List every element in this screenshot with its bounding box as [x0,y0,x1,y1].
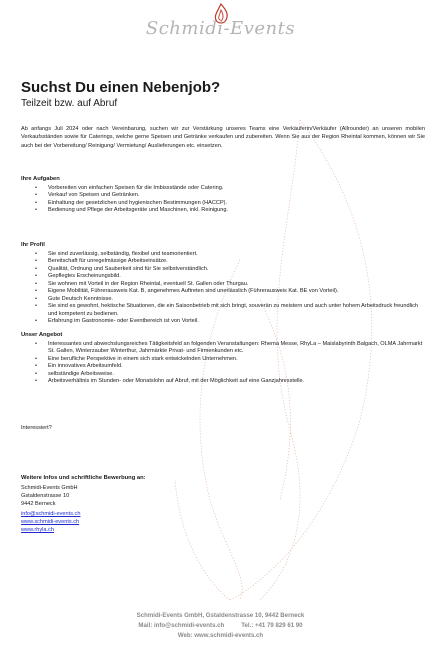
list-item: • Einhaltung der gesetzlichen und hygienischen Bestimmungen (HACCP). [21,200,425,207]
logo-text: Schmidi-Events [145,18,296,39]
duties-list [21,185,425,215]
page-title: Suchst Du einen Nebenjob? [21,79,221,96]
list-item: • Gute Deutsch Kenntnisse. [21,296,425,303]
website-link[interactable]: www.schmidi-events.ch [21,518,80,525]
list-item: • Vorbereiten von einfachen Speisen für die Imbissstände oder Catering. [21,185,425,192]
duties-heading: Ihre Aufgaben [21,176,60,182]
profile-heading: Ihr Profil [21,242,45,248]
offer-heading: Unser Angebot [21,332,63,338]
contact-heading: Weitere Infos und schriftliche Bewerbung an: [21,475,146,481]
list-item: • Bedienung und Pflege der Arbeitsgeräte und Maschinen, inkl. Reinigung. [21,207,425,214]
city-address: 9442 Berneck [21,501,56,508]
page-footer [0,611,441,642]
offer-list [21,341,425,386]
list-item: • Erfahrung im Gastronomie- oder Eventbereich ist von Vorteil. [21,318,425,325]
list-item: • Verkauf von Speisen und Getränken. [21,192,425,199]
company-logo [0,0,441,52]
question-text: Interessiert? [21,425,52,431]
list-item: • Sie wohnen mit Vorteil in der Region Rheintal, eventuell St. Gallen oder Thurgau. [21,281,425,288]
company-name: Schmidi-Events GmbH [21,485,78,491]
intro-paragraph: Ab anfangs Juli 2024 oder nach Vereinbarung, suchen wir zur Verstärkung unseres Teams eine Verkäuferin/Verkäufer (Allrounder) an unseren mobilen Verkaufsständen sowie für Caterings, welche gerne Speisen und Getränke verkaufen und zubereiten. Wenn Sie aus der Region Rheintal kommen, können wir Sie auch bei der Vorbereitung/ Reinigung/ Vermietung/ Auslieferungen etc. einsetzen. [21,126,425,149]
list-item: • Arbeitsverhältnis im Stunden- oder Monatslohn auf Abruf, mit der Möglichkeit auf eine Ganzjahresstelle. [21,378,425,385]
list-item: • Eine berufliche Perspektive in einem sich stark entwickelnden Unternehmen. [21,356,425,363]
list-item: • Bereitschaft für unregelmässige Arbeitseinsätze. [21,258,425,265]
contact-block [21,484,80,534]
footer-address: Schmidi-Events GmbH, Gstaldenstrasse 10, 9442 Berneck [136,612,305,619]
profile-list [21,251,425,326]
list-item: • Interessantes und abwechslungsreiches Tätigkeitsfeld an folgenden Veranstaltungen: Rhema Messe, RhyLa – Maislabyrinth Balgach, OLMA Jahrmarkt St. Gallen, Winterzauber Winterthur, Jahrmärkte Privat- und Firmenkunden etc. [21,341,425,356]
list-item: • Sie sind es gewohnt, hektische Situationen, die ein Saisonbetrieb mit sich bringt, souverän zu meistern und auch unter hohem Arbeitsdruck freundlich und kompetent zu bedienen. [21,303,425,318]
list-item: • Qualität, Ordnung und Sauberkeit sind für Sie selbstverständlich. [21,266,425,273]
list-item: • Gepflegtes Erscheinungsbild. [21,273,425,280]
page-subtitle: Teilzeit bzw. auf Abruf [21,98,118,109]
street-address: Gstaldenstrasse 10 [21,493,70,500]
list-item: • Sie sind zuverlässig, selbständig, flexibel und teamorientiert. [21,251,425,258]
list-item: • Ein innovatives Arbeitsumfeld. [21,363,425,370]
rhyla-link[interactable]: www.rhyla.ch [21,527,54,534]
footer-contact: Mail: info@schmidi-events.ch Tel.: +41 79 829 61 90 [138,622,303,630]
list-item: • Eigene Mobilität, Führerausweis Kat. B, angenehmes Auftreten sind unerlässlich (Führerausweis Kat. BE von Vorteil). [21,288,425,295]
footer-web: Web: www.schmidi-events.ch [177,632,264,640]
list-item: • selbständige Arbeitsweise. [21,371,425,378]
email-link[interactable]: info@schmidi-events.ch [21,510,81,517]
